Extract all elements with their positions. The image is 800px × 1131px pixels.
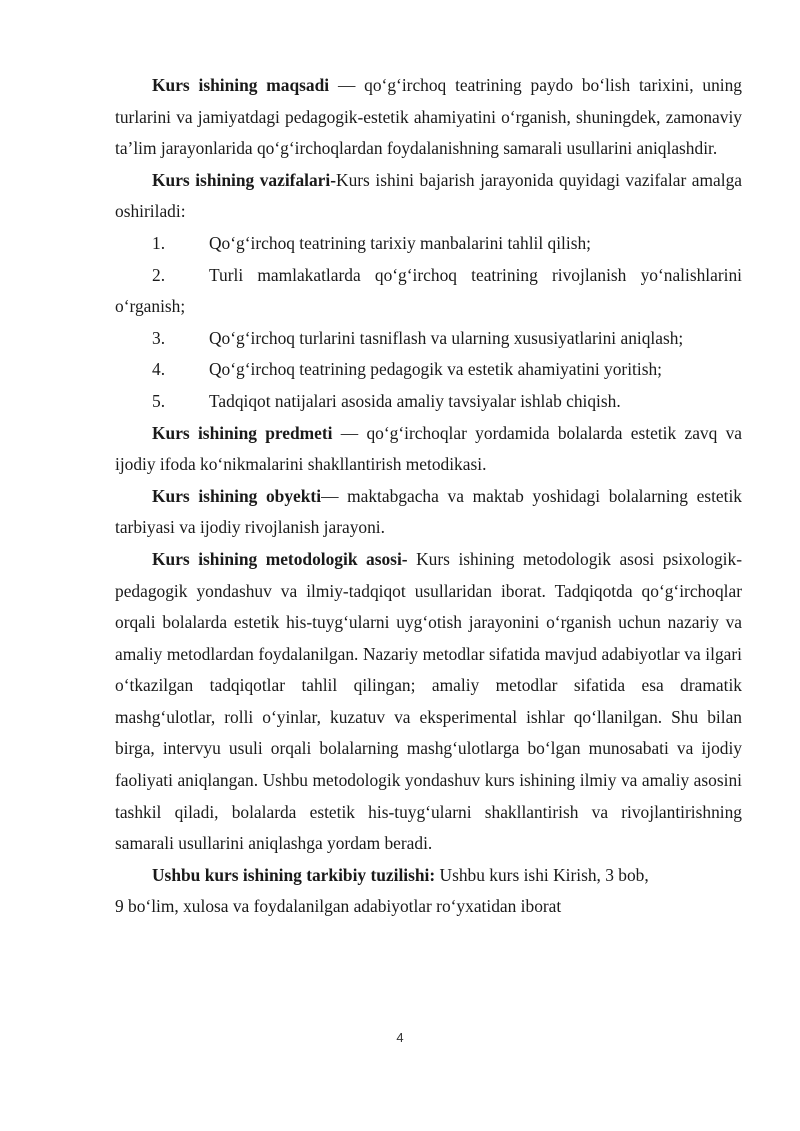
heading-maqsad: Kurs ishining maqsadi xyxy=(152,75,330,95)
page-number: 4 xyxy=(396,1030,404,1045)
task-number: 4. xyxy=(152,359,166,380)
paragraph-tuzilish xyxy=(115,860,742,923)
task-text: Qo‘g‘irchoq teatrining pedagogik va estetik ahamiyatini yoritish; xyxy=(209,359,663,380)
task-number: 3. xyxy=(152,327,166,348)
task-number: 2. xyxy=(152,264,166,285)
task-text: Qo‘g‘irchoq turlarini tasniflash va ularning xususiyatlarini aniqlash; xyxy=(209,327,684,348)
task-number: 5. xyxy=(152,390,166,411)
text-maqsad: — qo‘g‘irchoq teatrining paydo bo‘lish tarixini, uning turlarini va jamiyatdagi pedagogik-estetik ahamiyatini o‘rganish, shuningdek, zamonaviy ta’lim jarayonlarida qo‘g‘irchoqlardan foydalanishning samarali usullarini aniqlashdir. xyxy=(115,75,742,159)
task-number: 1. xyxy=(152,232,166,253)
paragraph-obyekt xyxy=(115,481,742,544)
text-vazifalar: Kurs ishini bajarish jarayonida quyidagi vazifalar amalga oshiriladi: xyxy=(115,169,742,222)
heading-obyekt: Kurs ishining obyekti xyxy=(152,485,322,506)
task-item xyxy=(115,323,742,355)
paragraph-vazifalar xyxy=(115,165,742,228)
heading-predmet: Kurs ishining predmeti xyxy=(152,422,333,443)
heading-vazifalar: Kurs ishining vazifalari- xyxy=(152,169,337,190)
text-metodologik: Kurs ishining metodologik asosi psixologik-pedagogik yondashuv va ilmiy-tadqiqot usullaridan iborat. Tadqiqotda qo‘g‘irchoqlar orqali bolalarda estetik his-tuyg‘ularni uyg‘otish jarayonini o‘rganish uchun nazariy va amaliy metodlardan foydalanilgan. Nazariy metodlar sifatida mavjud adabiyotlar va ilgari o‘tkazilgan tadqiqotlar tahlil qilingan; amaliy metodlar sifatida esa dramatik mashg‘ulotlar, rolli o‘yinlar, kuzatuv va eksperimental ishlar qo‘llanilgan. Shu bilan birga, intervyu usuli orqali bolalarning mashg‘ulotlarga bo‘lgan munosabati va ijodiy faoliyati aniqlangan. Ushbu metodologik yondashuv kurs ishining ilmiy va amaliy asosini tashkil qiladi, bolalarda estetik his-tuyg‘ularni shakllantirish va rivojlantirishning samarali usullarini aniqlashga yordam beradi. xyxy=(115,548,742,854)
text-obyekt: — maktabgacha va maktab yoshidagi bolalarning estetik tarbiyasi va ijodiy rivojlanish jarayoni. xyxy=(115,485,742,538)
task-item xyxy=(115,228,742,260)
text-tuzilish: Ushbu kurs ishi Kirish, 3 bob, xyxy=(435,864,649,885)
task-text: Turli mamlakatlarda qo‘g‘irchoq teatrining rivojlanish yo‘nalishlarini o‘rganish; xyxy=(115,264,742,317)
task-text: Qo‘g‘irchoq teatrining tarixiy manbalarini tahlil qilish; xyxy=(209,232,592,253)
document-body xyxy=(115,70,742,923)
task-item xyxy=(115,386,742,418)
paragraph-maqsad xyxy=(115,70,742,165)
paragraph-predmet xyxy=(115,418,742,481)
text-tuzilish-line2: 9 bo‘lim, xulosa va foydalanilgan adabiyotlar ro‘yxatidan iborat xyxy=(115,896,562,917)
task-text: Tadqiqot natijalari asosida amaliy tavsiyalar ishlab chiqish. xyxy=(209,390,621,411)
heading-tuzilish: Ushbu kurs ishining tarkibiy tuzilishi: xyxy=(152,864,436,885)
heading-metodologik: Kurs ishining metodologik asosi- xyxy=(152,548,408,569)
task-item xyxy=(115,260,742,323)
paragraph-metodologik xyxy=(115,544,742,860)
text-predmet: — qo‘g‘irchoqlar yordamida bolalarda estetik zavq va ijodiy ifoda ko‘nikmalarini shakllantirish metodikasi. xyxy=(115,422,742,475)
task-item xyxy=(115,354,742,386)
